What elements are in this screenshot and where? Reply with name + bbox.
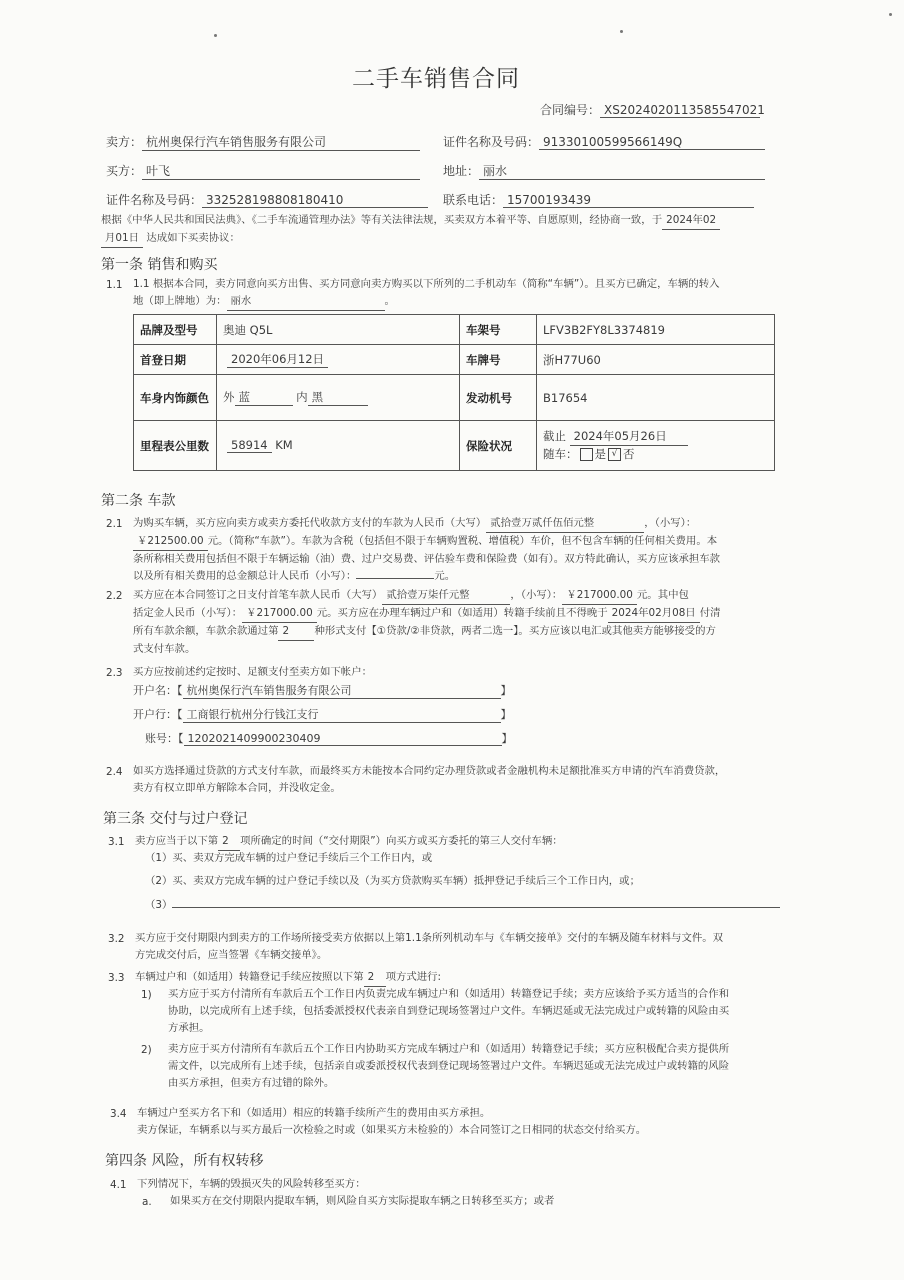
bank-value: 工商银行杭州分行钱江支行: [183, 706, 501, 723]
payment-method-choice: 2: [278, 623, 314, 641]
transfer-option-1: [168, 986, 783, 1037]
seller-id-label: 证件名称及号码：: [443, 135, 540, 149]
total-amount-words: 贰拾壹万贰仟伍佰元整: [486, 515, 644, 533]
clause-text: 所有车款余额，车款余款通过第: [133, 625, 279, 637]
clause-4-1-a: 如果买方在交付期限内提取车辆，则风险自买方实际提取车辆之日转移至买方；或者: [170, 1195, 555, 1207]
first-payment-number: ￥217000.00: [562, 587, 637, 605]
section-3-heading: 第三条 交付与过户登记: [103, 811, 248, 827]
phone-label: 联系电话：: [443, 193, 504, 207]
address-value: 丽水: [479, 162, 765, 180]
clause-text: 方完成交付后，应当签署《车辆交接单》。: [135, 949, 328, 961]
buyer-id-row: [106, 191, 428, 208]
clause-text: 为购买车辆，买方应向卖方或卖方委托代收款方支付的车款为人民币（大写）: [133, 517, 487, 529]
phone-row: [443, 191, 754, 208]
clause-2-3: 买方应按前述约定按时、足额支付至卖方如下帐户：: [133, 666, 372, 678]
buyer-row: [106, 162, 420, 180]
phone-value: 15700193439: [503, 193, 754, 208]
plate-label: 车牌号: [460, 345, 537, 375]
account-number-value: 1202021409900230409: [184, 732, 502, 746]
insurance-cell: [537, 421, 775, 471]
deposit-amount: ￥217000.00: [242, 605, 317, 623]
mileage-unit: KM: [275, 438, 293, 452]
clause-2-2: [133, 587, 783, 658]
bracket: 】: [501, 732, 513, 745]
total-fees-blank: [356, 578, 434, 579]
no-label: 否: [623, 447, 635, 461]
transfer-option-choice: 2: [364, 969, 386, 987]
color-label: 车身内饰颜色: [134, 375, 217, 421]
clause-text: 卖方应当于以下第: [135, 835, 219, 847]
insurance-date: 2024年05月26日: [570, 428, 688, 446]
buyer-name: 叶飞: [142, 162, 420, 180]
clause-number: 3.1: [108, 836, 125, 848]
checkbox-yes[interactable]: [580, 448, 593, 461]
delivery-option-3: [145, 897, 785, 914]
clause-3-4: [137, 1105, 787, 1139]
buyer-id-value: 332528198808180410: [202, 193, 428, 208]
clause-text: 式支付车款。: [133, 643, 196, 655]
brand-value: 奥迪 Q5L: [217, 315, 460, 345]
table-row: [134, 375, 775, 421]
clause-text: 卖方有权立即单方解除本合同，并没收定金。: [133, 782, 341, 794]
seller-id-value: 91330100599566149Q: [539, 135, 765, 150]
first-payment-words: 贰拾壹万柒仟元整: [382, 587, 510, 605]
delivery-option-3-blank: [172, 907, 780, 908]
address-row: [443, 162, 765, 180]
bank-label: 开户行：【: [133, 708, 183, 721]
address-label: 地址：: [443, 164, 480, 178]
clause-2-4: [133, 763, 783, 797]
clause-text: 项方式进行:: [385, 971, 442, 983]
reg-date-value: 2020年06月12日: [227, 351, 328, 368]
plate-value: 浙H77U60: [537, 345, 775, 375]
contract-number-value: XS2024020113585547021: [600, 103, 760, 118]
clause-text: 卖方应于买方付清所有车款后五个工作日内协助买方完成车辆过户和（如适用）转籍登记手续；买方应积极配合卖方提供所: [168, 1043, 730, 1055]
table-row: [134, 315, 775, 345]
contract-title: 二手车销售合同: [352, 66, 520, 92]
clause-text: 买方应在本合同签订之日支付首笔车款人民币（大写）: [133, 589, 383, 601]
list-letter: a.: [142, 1196, 152, 1208]
insurance-label: 保险状况: [460, 421, 537, 471]
clause-number: 2.4: [106, 766, 123, 778]
clause-number: 3.4: [110, 1108, 127, 1120]
color-cell: [217, 375, 460, 421]
registration-place: 丽水: [227, 293, 385, 311]
clause-text: 付清: [699, 607, 721, 619]
seller-id-row: [443, 133, 765, 150]
mileage-label: 里程表公里数: [134, 421, 217, 471]
exterior-label: 外: [223, 390, 235, 404]
clause-text: 需文件，以完成所有上述手续，包括亲自或委派授权代表到登记现场签署过户文件。车辆迟延或无法完成过户或转籍的风险: [168, 1060, 730, 1072]
list-number: 2): [141, 1044, 152, 1056]
reg-date-cell: [217, 345, 460, 375]
clause-text: 元。（简称“车款”）。车款为含税（包括但不限于车辆购置税、增值税）车价，但不包含车辆的任何相关费用。本: [207, 535, 718, 547]
account-name-row: [133, 682, 512, 699]
section-2-heading: 第二条 车款: [101, 493, 176, 509]
follow-car-label: 随车：: [543, 447, 578, 461]
agreement-date-part2: 月01日: [101, 230, 143, 248]
buyer-label: 买方：: [106, 164, 143, 178]
bank-row: [133, 706, 512, 723]
account-name-label: 开户名：【: [133, 684, 183, 697]
clause-number: 2.2: [106, 590, 123, 602]
bracket: 】: [500, 684, 512, 697]
scan-speck: [620, 30, 623, 33]
clause-number: 2.1: [106, 518, 123, 530]
yes-label: 是: [594, 447, 606, 461]
clause-text: ，（小写）：: [510, 589, 563, 601]
transfer-option-2: [168, 1041, 783, 1092]
section-4-heading: 第四条 风险，所有权转移: [105, 1153, 264, 1169]
bracket: 】: [500, 708, 512, 721]
interior-color: 黑: [308, 389, 368, 406]
seller-label: 卖方：: [106, 135, 143, 149]
clause-1-1-place-label: 地（即上牌地）为：: [133, 295, 227, 307]
exterior-color: 蓝: [235, 389, 293, 406]
table-row: [134, 421, 775, 471]
clause-text: 元。其中包: [636, 589, 689, 601]
contract-number-label: 合同编号：: [540, 103, 601, 117]
brand-label: 品牌及型号: [134, 315, 217, 345]
vehicle-info-table: [133, 314, 775, 471]
clause-3-1: [135, 833, 785, 851]
clause-text: 协助，以完成所有上述手续，包括委派授权代表亲自到登记现场签署过户文件。车辆迟延或无法完成过户或转籍的风险由买: [168, 1005, 730, 1017]
seller-name: 杭州奥保行汽车销售服务有限公司: [142, 133, 420, 151]
delivery-option-1: （1）买、卖双方完成车辆的过户登记手续后三个工作日内，或: [145, 852, 433, 864]
seller-row: [106, 133, 420, 151]
reg-date-label: 首登日期: [134, 345, 217, 375]
engine-label: 发动机号: [460, 375, 537, 421]
clause-text: 由买方承担，但卖方有过错的除外。: [168, 1077, 335, 1089]
interior-label: 内: [296, 390, 308, 404]
total-amount-number: ￥212500.00: [133, 533, 208, 551]
clause-text: 项所确定的时间（“交付期限”）向买方或买方委托的第三人交付车辆：: [240, 835, 563, 847]
clause-text: 括定金人民币（小写）：: [133, 607, 243, 619]
clause-text: 种形式支付【①贷款/②非贷款，两者二选一】。买方应该以电汇或其他卖方能够接受的方: [314, 625, 716, 637]
vin-label: 车架号: [460, 315, 537, 345]
clause-text: 卖方保证，车辆系以与买方最后一次检验之时或（如果买方未检验的）本合同签订之日相同的状态交付给买方。: [137, 1124, 647, 1136]
clause-text: 方承担。: [168, 1022, 210, 1034]
intro-text-end: 达成如下买卖协议：: [146, 232, 240, 244]
agreement-date-part1: 2024年02: [662, 212, 720, 230]
table-row: [134, 345, 775, 375]
clause-text: （3）: [145, 899, 173, 911]
vin-value: LFV3B2FY8L3374819: [537, 315, 775, 345]
contract-number: [540, 101, 765, 118]
mileage-cell: [217, 421, 460, 471]
clause-text: 买方应于交付期限内到卖方的工作场所接受卖方依据以上第1.1条所列机动车与《车辆交接单》交付的车辆及随车材料与文件。双: [135, 932, 724, 944]
delivery-option-choice: 2: [218, 833, 240, 851]
clause-text: 买方应于买方付清所有车款后五个工作日内负责完成车辆过户和（如适用）转籍登记手续；卖方应该给予买方适当的合作和: [168, 988, 730, 1000]
clause-text: 如买方选择通过贷款的方式支付车款，而最终买方未能按本合同约定办理贷款或者金融机构未足额批准买方申请的汽车消费贷款，: [133, 765, 726, 777]
payment-deadline: 2024年02月08日: [608, 605, 700, 623]
clause-number: 3.3: [108, 972, 125, 984]
engine-value: B17654: [537, 375, 775, 421]
delivery-option-2: （2）买、卖双方完成车辆的过户登记手续以及（为买方贷款购买车辆）抵押登记手续后三个工作日内，或；: [145, 875, 640, 887]
account-name-value: 杭州奥保行汽车销售服务有限公司: [183, 682, 501, 699]
intro-paragraph: [101, 212, 781, 248]
clause-text: 条所称相关费用包括但不限于车辆运输（油）费、过户交易费、评估验车费和保险费（如有）。双方特此确认，买方应该承担车款: [133, 553, 721, 565]
clause-text: 车辆过户至买方名下和（如适用）相应的转籍手续所产生的费用由买方承担。: [137, 1107, 491, 1119]
clause-text: ，（小写）：: [644, 517, 697, 529]
list-number: 1): [141, 989, 152, 1001]
intro-text: 根据《中华人民共和国民法典》、《二手车流通管理办法》等有关法律法规，买卖双方本着平等、自愿原则，经协商一致，于: [101, 214, 663, 226]
clause-text: 车辆过户和（如适用）转籍登记手续应按照以下第: [135, 971, 364, 983]
clause-text: 元。买方应在办理车辆过户和（如适用）转籍手续前且不得晚于: [316, 607, 608, 619]
clause-1-1-text: 1.1 根据本合同，卖方同意向买方出售、买方同意向卖方购买以下所列的二手机动车（简称“车辆”）。且买方已确定，车辆的转入: [133, 278, 720, 290]
clause-number: 1.1: [106, 279, 123, 291]
section-1-heading: 第一条 销售和购买: [101, 257, 218, 273]
clause-number: 4.1: [110, 1179, 127, 1191]
account-number-row: [145, 730, 513, 746]
checkbox-no[interactable]: √: [608, 448, 621, 461]
period: 。: [384, 295, 395, 307]
clause-number: 3.2: [108, 933, 125, 945]
clause-text: 以及所有相关费用的总金额总计人民币（小写）：: [133, 570, 357, 582]
clause-3-2: [135, 930, 785, 964]
clause-number: 2.3: [106, 667, 123, 679]
clause-text: 元。: [434, 570, 456, 582]
buyer-id-label: 证件名称及号码：: [106, 193, 203, 207]
mileage-value: 58914: [227, 438, 272, 453]
clause-2-1: [133, 515, 783, 585]
clause-1-1: [133, 276, 783, 311]
scan-speck: [889, 13, 892, 16]
account-number-label: 账号：【: [145, 732, 184, 745]
clause-4-1: 下列情况下，车辆的毁损灭失的风险转移至买方：: [137, 1178, 366, 1190]
scan-speck: [214, 34, 217, 37]
insurance-until-label: 截止: [543, 429, 566, 443]
clause-3-3: [135, 969, 785, 987]
